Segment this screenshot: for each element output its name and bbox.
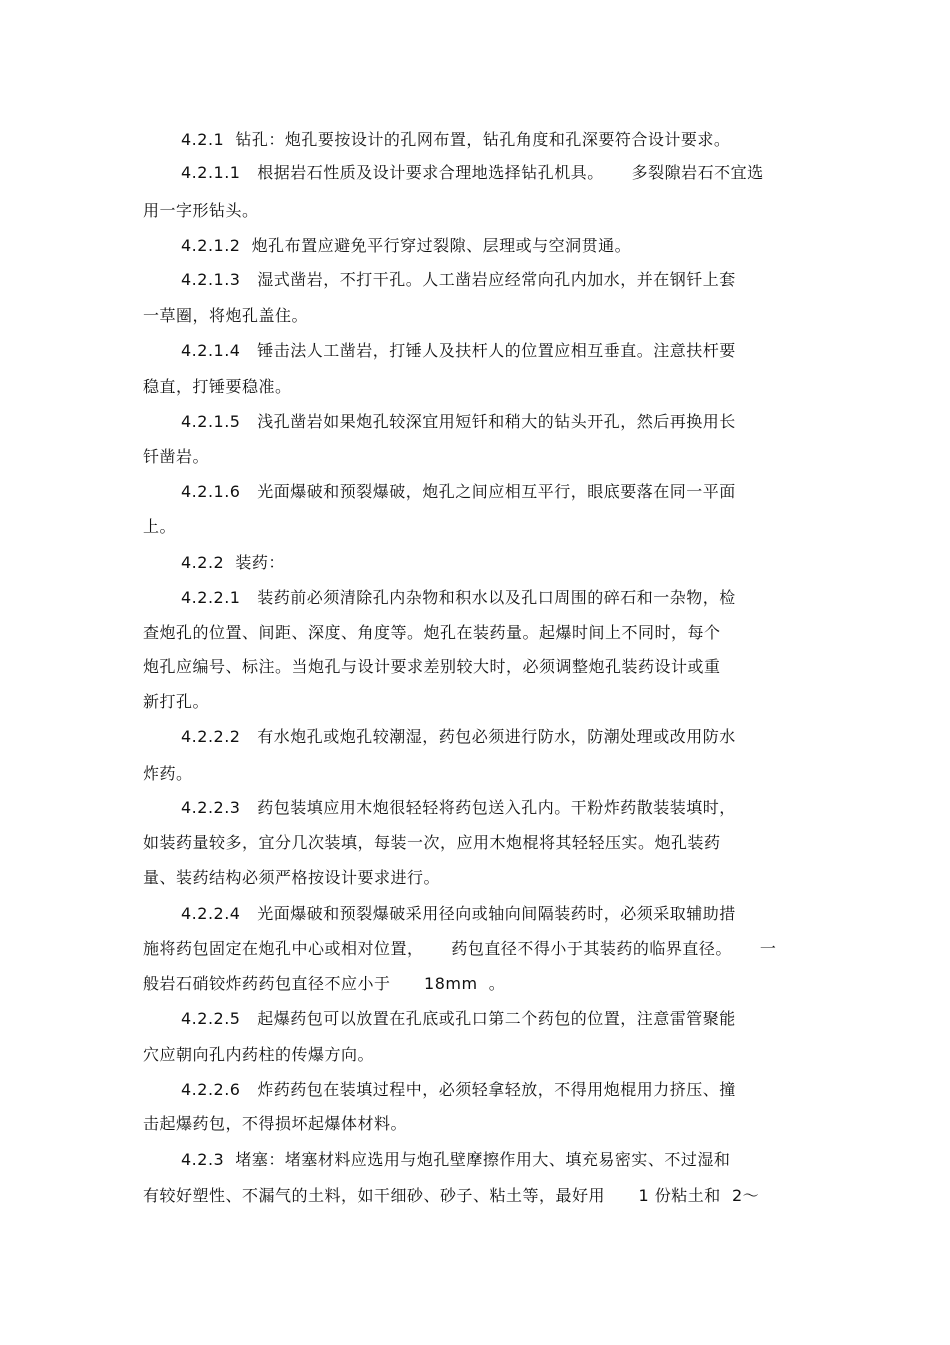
text-line: 4.2.2.4 光面爆破和预裂爆破采用径向或轴向间隔装药时，必须采取辅助措 [181, 904, 736, 923]
text-line: 用一字形钻头。 [143, 201, 259, 220]
text-line: 量、装药结构必须严格按设计要求进行。 [143, 868, 441, 887]
text-line: 新打孔。 [143, 692, 210, 711]
text-line: 有较好塑性、不漏气的土料，如干细砂、砂子、粘土等，最好用 1 份粘土和 2～ [143, 1186, 760, 1205]
text-line: 钎凿岩。 [143, 447, 210, 466]
text-line: 击起爆药包，不得损坏起爆体材料。 [143, 1114, 408, 1133]
text-line: 4.2.1 钻孔：炮孔要按设计的孔网布置，钻孔角度和孔深要符合设计要求。 [181, 130, 731, 149]
text-line: 炸药。 [143, 764, 193, 783]
text-line: 4.2.1.4 锤击法人工凿岩，打锤人及扶杆人的位置应相互垂直。注意扶杆要 [181, 341, 736, 360]
text-line: 4.2.2.1 装药前必须清除孔内杂物和积水以及孔口周围的碎石和一杂物，检 [181, 588, 736, 607]
text-line: 4.2.1.5 浅孔凿岩如果炮孔较深宜用短钎和稍大的钻头开孔，然后再换用长 [181, 412, 736, 431]
text-line: 炮孔应编号、标注。当炮孔与设计要求差别较大时，必须调整炮孔装药设计或重 [143, 657, 721, 676]
text-line: 穴应朝向孔内药柱的传爆方向。 [143, 1045, 375, 1064]
text-line: 4.2.1.1 根据岩石性质及设计要求合理地选择钻孔机具。 多裂隙岩石不宜选 [181, 163, 764, 182]
text-line: 4.2.3 堵塞：堵塞材料应选用与炮孔壁摩擦作用大、填充易密实、不过湿和 [181, 1150, 731, 1169]
text-line: 施将药包固定在炮孔中心或相对位置， 药包直径不得小于其装药的临界直径。 一 [143, 939, 777, 958]
text-line: 查炮孔的位置、间距、深度、角度等。炮孔在装药量。起爆时间上不同时，每个 [143, 623, 721, 642]
text-line: 如装药量较多，宜分几次装填，每装一次，应用木炮棍将其轻轻压实。炮孔装药 [143, 833, 721, 852]
text-line: 上。 [143, 517, 177, 536]
text-line: 4.2.2.3 药包装填应用木炮很轻轻将药包送入孔内。干粉炸药散装装填时， [181, 798, 736, 817]
text-line: 4.2.2 装药： [181, 553, 285, 572]
text-line: 4.2.1.3 湿式凿岩，不打干孔。人工凿岩应经常向孔内加水，并在钢钎上套 [181, 270, 736, 289]
text-line: 4.2.2.6 炸药药包在装填过程中，必须轻拿轻放，不得用炮棍用力挤压、撞 [181, 1080, 736, 1099]
text-line: 一草圈，将炮孔盖住。 [143, 306, 309, 325]
text-line: 4.2.1.2 炮孔布置应避免平行穿过裂隙、层理或与空洞贯通。 [181, 236, 632, 255]
text-line: 般岩石硝铰炸药药包直径不应小于 18mm 。 [143, 974, 506, 993]
text-line: 4.2.2.2 有水炮孔或炮孔较潮湿，药包必须进行防水，防潮处理或改用防水 [181, 727, 736, 746]
text-line: 4.2.2.5 起爆药包可以放置在孔底或孔口第二个药包的位置，注意雷管聚能 [181, 1009, 736, 1028]
text-line: 4.2.1.6 光面爆破和预裂爆破，炮孔之间应相互平行，眼底要落在同一平面 [181, 482, 736, 501]
text-line: 稳直，打锤要稳准。 [143, 377, 292, 396]
